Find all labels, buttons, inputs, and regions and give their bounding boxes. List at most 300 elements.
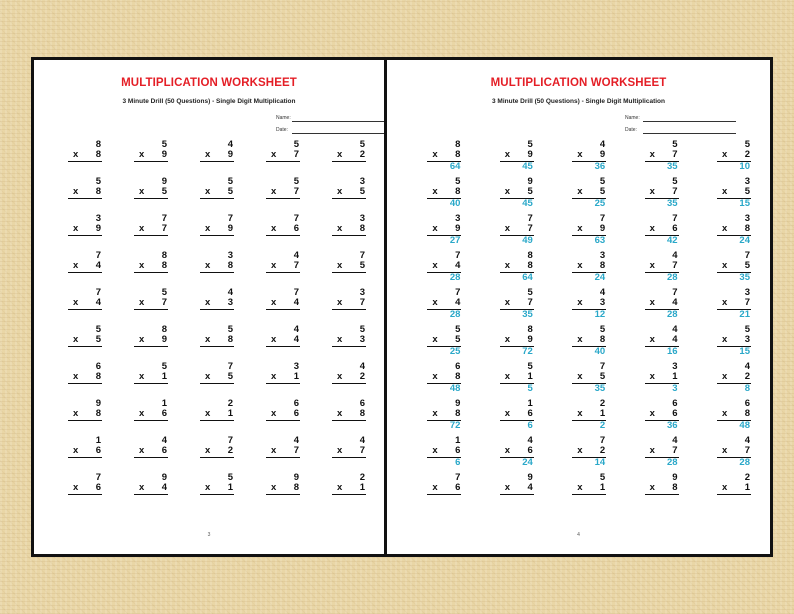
multiplier: 8: [599, 260, 606, 271]
answer: 15: [739, 346, 750, 357]
multiplier-row: [500, 261, 534, 271]
multiplier-row: [200, 298, 234, 308]
multiplier: 4: [293, 297, 299, 308]
answer: 12: [594, 309, 606, 320]
answer-line: [68, 420, 102, 421]
multiplier-row: [266, 261, 300, 271]
answer: 40: [594, 346, 606, 357]
multiplier-row: [68, 409, 102, 419]
multiply-sign: x: [504, 149, 511, 160]
multiplier-row: [500, 483, 534, 493]
answer: 35: [594, 383, 606, 394]
multiplier-row: [332, 372, 366, 382]
multiplicand: 7: [744, 250, 750, 261]
multiplication-problem: [68, 214, 102, 236]
multiplier-row: [332, 187, 366, 197]
date-label: Date:: [625, 127, 637, 133]
worksheet-title: MULTIPLICATION WORKSHEET: [490, 77, 667, 89]
multiplier-row: [645, 372, 679, 382]
multiply-sign: x: [337, 445, 343, 456]
multiplication-problem: [134, 473, 168, 495]
multiplier: 8: [744, 408, 750, 419]
multiplier: 5: [227, 186, 233, 197]
multiplication-problem: [500, 399, 534, 431]
multiplier: 1: [599, 482, 606, 493]
multiplication-problem: [134, 214, 168, 236]
multiplier: 4: [293, 334, 299, 345]
multiplication-problem: [332, 251, 366, 273]
multiplier: 8: [293, 482, 299, 493]
answer: 35: [522, 309, 533, 320]
multiply-sign: x: [271, 408, 277, 419]
multiplier-row: [645, 187, 679, 197]
answer-line: [134, 420, 168, 421]
multiplication-problem: [68, 140, 102, 162]
multiplication-problem: [572, 325, 606, 357]
date-line: [643, 133, 736, 134]
multiplicand: 5: [359, 324, 365, 335]
multiply-sign: x: [577, 371, 583, 382]
answer-line: [134, 161, 168, 162]
multiplier-row: [572, 372, 606, 382]
multiply-sign: x: [271, 297, 277, 308]
multiplier-row: [500, 298, 534, 308]
multiply-sign: x: [504, 186, 511, 197]
multiply-sign: x: [271, 186, 277, 197]
multiplier: 6: [527, 445, 533, 456]
answer: 6: [455, 457, 461, 468]
multiplicand: 8: [161, 250, 167, 261]
problem-cell: [407, 214, 479, 251]
answer-line: [200, 420, 234, 421]
multiplicand: 4: [227, 287, 233, 298]
answer-line: [68, 457, 102, 458]
multiply-sign: x: [649, 482, 655, 493]
multiplicand: 5: [161, 287, 167, 298]
multiplicand: 1: [455, 435, 461, 446]
problem-cell: [407, 251, 479, 288]
problem-cell: [697, 140, 769, 177]
problem-cell: [407, 362, 479, 399]
multiplicand: 7: [599, 435, 606, 446]
answer: 24: [594, 272, 606, 283]
multiplication-problem: [717, 214, 751, 246]
multiplication-problem: [200, 140, 234, 162]
multiplier-row: [500, 224, 534, 234]
multiplication-problem: [68, 325, 102, 347]
problem-cell: [479, 251, 551, 288]
multiplier-row: [200, 409, 234, 419]
problem-cell: [318, 325, 384, 362]
multiplier-row: [572, 446, 606, 456]
answer-line: [266, 161, 300, 162]
multiplier: 5: [95, 334, 101, 345]
answer-line: [134, 457, 168, 458]
multiply-sign: x: [432, 297, 438, 308]
multiplication-problem: [427, 140, 461, 172]
multiplicand: 1: [161, 398, 167, 409]
answer-line: [134, 383, 168, 384]
multiplier-row: [200, 446, 234, 456]
multiply-sign: x: [432, 445, 438, 456]
answer: 35: [667, 161, 678, 172]
answer: 8: [744, 383, 750, 394]
multiplication-problem: [332, 325, 366, 347]
answer: 6: [527, 420, 533, 431]
multiplier: 1: [599, 408, 606, 419]
problem-cell: [120, 399, 186, 436]
problem-cell: [318, 251, 384, 288]
multiplier: 7: [744, 445, 750, 456]
answer-line: [717, 494, 751, 495]
multiplication-problem: [500, 362, 534, 394]
multiplicand: 9: [95, 398, 101, 409]
problem-cell: [479, 436, 551, 473]
multiply-sign: x: [577, 149, 583, 160]
problem-cell: [697, 362, 769, 399]
multiplier-row: [68, 446, 102, 456]
multiply-sign: x: [504, 408, 511, 419]
problem-cell: [120, 325, 186, 362]
multiplier-row: [266, 224, 300, 234]
multiplier: 5: [161, 186, 167, 197]
multiplier: 1: [161, 371, 167, 382]
multiplier-row: [572, 261, 606, 271]
multiplication-problem: [332, 140, 366, 162]
multiplication-problem: [266, 140, 300, 162]
answer: 35: [739, 272, 750, 283]
multiply-sign: x: [205, 186, 211, 197]
problem-cell: [407, 325, 479, 362]
answer: 28: [667, 309, 678, 320]
multiplication-problem: [266, 251, 300, 273]
multiply-sign: x: [271, 223, 277, 234]
multiply-sign: x: [722, 297, 728, 308]
multiplication-problem: [266, 399, 300, 421]
multiplicand: 4: [359, 435, 365, 446]
multiplicand: 5: [599, 472, 606, 483]
problem-cell: [120, 177, 186, 214]
multiplier-row: [134, 335, 168, 345]
multiplication-problem: [200, 399, 234, 421]
multiplicand: 4: [672, 324, 678, 335]
multiplicand: 7: [227, 435, 233, 446]
multiplier-row: [134, 187, 168, 197]
problem-cell: [54, 214, 120, 251]
multiplier: 2: [599, 445, 606, 456]
answer-line: [200, 309, 234, 310]
problem-cell: [479, 362, 551, 399]
multiplier: 4: [527, 482, 533, 493]
multiplier-row: [332, 261, 366, 271]
multiplier-row: [500, 187, 534, 197]
multiplier: 4: [95, 297, 101, 308]
multiplication-problem: [645, 214, 679, 246]
multiply-sign: x: [205, 482, 211, 493]
multiplier-row: [266, 187, 300, 197]
problem-cell: [552, 399, 624, 436]
multiplier-row: [427, 335, 461, 345]
multiplication-problem: [427, 251, 461, 283]
multiplication-problem: [717, 251, 751, 283]
multiply-sign: x: [337, 408, 343, 419]
multiply-sign: x: [504, 297, 511, 308]
multiplier: 7: [293, 186, 299, 197]
multiplier-row: [266, 446, 300, 456]
multiplier: 1: [227, 482, 233, 493]
multiplication-problem: [572, 288, 606, 320]
multiplication-problem: [266, 177, 300, 199]
multiply-sign: x: [577, 223, 583, 234]
answer: 16: [667, 346, 678, 357]
multiplier: 7: [293, 149, 299, 160]
multiplier-row: [266, 150, 300, 160]
problem-cell: [697, 251, 769, 288]
multiplication-problem: [500, 140, 534, 172]
date-line: [292, 133, 387, 134]
answer: 10: [739, 161, 750, 172]
multiply-sign: x: [271, 371, 277, 382]
answer: 40: [449, 198, 461, 209]
problem-cell: [552, 251, 624, 288]
multiply-sign: x: [432, 149, 438, 160]
multiplicand: 1: [527, 398, 533, 409]
multiplier-row: [717, 335, 751, 345]
multiply-sign: x: [432, 482, 438, 493]
multiplier-row: [332, 298, 366, 308]
multiplication-problem: [427, 436, 461, 468]
multiplication-problem: [266, 362, 300, 384]
multiplier-row: [645, 446, 679, 456]
multiplier: 8: [95, 408, 101, 419]
multiply-sign: x: [73, 482, 79, 493]
answer-line: [134, 346, 168, 347]
multiplier-row: [266, 409, 300, 419]
answer-line: [332, 309, 366, 310]
multiplier-row: [427, 446, 461, 456]
page-number: 3: [207, 532, 211, 538]
multiplication-problem: [134, 177, 168, 199]
multiplicand: 5: [95, 176, 101, 187]
multiplication-problem: [427, 362, 461, 394]
multiplier: 4: [672, 334, 678, 345]
problem-cell: [186, 251, 252, 288]
problem-cell: [318, 436, 384, 473]
multiply-sign: x: [73, 223, 79, 234]
multiply-sign: x: [73, 445, 79, 456]
multiplier-row: [68, 150, 102, 160]
multiplier: 7: [672, 445, 678, 456]
problem-cell: [318, 399, 384, 436]
multiplier: 3: [227, 297, 233, 308]
multiplier: 3: [359, 334, 365, 345]
multiplicand: 5: [455, 176, 461, 187]
worksheet-page-left: [31, 57, 387, 557]
multiply-sign: x: [73, 149, 79, 160]
problem-cell: [120, 214, 186, 251]
multiplier-row: [572, 335, 606, 345]
multiplicand: 6: [293, 398, 299, 409]
multiplicand: 4: [672, 435, 678, 446]
problem-cell: [624, 399, 696, 436]
multiplicand: 7: [455, 250, 461, 261]
answer-line: [266, 198, 300, 199]
multiply-sign: x: [432, 260, 438, 271]
answer-line: [266, 420, 300, 421]
problem-cell: [252, 177, 318, 214]
multiplicand: 5: [527, 139, 533, 150]
multiply-sign: x: [337, 186, 343, 197]
multiplier-row: [572, 409, 606, 419]
problem-cell: [252, 214, 318, 251]
multiplication-problem: [134, 325, 168, 347]
multiply-sign: x: [139, 149, 145, 160]
multiply-sign: x: [271, 149, 277, 160]
worksheet-subtitle: 3 Minute Drill (50 Questions) - Single Digit Multiplication: [492, 98, 665, 105]
multiplication-problem: [134, 251, 168, 273]
multiply-sign: x: [432, 408, 438, 419]
multiplication-problem: [134, 140, 168, 162]
multiplication-problem: [200, 473, 234, 495]
multiplier: 8: [95, 186, 101, 197]
multiply-sign: x: [139, 445, 145, 456]
multiply-sign: x: [722, 186, 728, 197]
multiplication-problem: [500, 325, 534, 357]
multiplier: 7: [161, 297, 167, 308]
problem-cell: [552, 362, 624, 399]
multiplication-problem: [332, 362, 366, 384]
problem-cell: [186, 140, 252, 177]
multiplication-problem: [645, 399, 679, 431]
answer-line: [68, 383, 102, 384]
multiplicand: 3: [744, 213, 750, 224]
multiplier: 2: [359, 371, 365, 382]
multiplicand: 2: [227, 398, 233, 409]
problem-cell: [120, 362, 186, 399]
multiplier-row: [717, 372, 751, 382]
problem-cell: [186, 399, 252, 436]
multiplier-row: [134, 446, 168, 456]
answer-line: [200, 198, 234, 199]
answer-line: [332, 235, 366, 236]
problem-cell: [186, 436, 252, 473]
answer-line: [332, 457, 366, 458]
multiplicand: 4: [744, 361, 750, 372]
problem-cell: [697, 399, 769, 436]
multiplier-row: [572, 187, 606, 197]
problem-cell: [252, 399, 318, 436]
multiplication-problem: [572, 362, 606, 394]
multiplication-problem: [332, 473, 366, 495]
multiplication-problem: [572, 436, 606, 468]
multiply-sign: x: [139, 371, 145, 382]
multiplier-row: [572, 483, 606, 493]
multiplicand: 9: [293, 472, 299, 483]
multiplier-row: [68, 298, 102, 308]
multiplication-problem: [427, 288, 461, 320]
answer-line: [200, 383, 234, 384]
multiplier: 1: [359, 482, 365, 493]
multiplicand: 4: [599, 139, 606, 150]
multiply-sign: x: [504, 371, 511, 382]
problem-cell: [120, 288, 186, 325]
multiplicand: 7: [95, 287, 101, 298]
multiply-sign: x: [577, 445, 583, 456]
multiplier: 9: [455, 223, 461, 234]
multiply-sign: x: [504, 223, 511, 234]
multiplicand: 3: [359, 287, 365, 298]
multiplicand: 7: [527, 213, 533, 224]
multiplicand: 2: [599, 398, 606, 409]
multiplicand: 7: [455, 472, 461, 483]
problem-cell: [318, 362, 384, 399]
multiplier-row: [266, 372, 300, 382]
multiplicand: 5: [227, 472, 233, 483]
multiplication-problem: [572, 251, 606, 283]
multiplier-row: [68, 372, 102, 382]
multiplier-row: [645, 409, 679, 419]
multiplication-problem: [134, 399, 168, 421]
problem-cell: [624, 177, 696, 214]
multiplier: 1: [293, 371, 299, 382]
multiplier: 8: [227, 260, 233, 271]
multiply-sign: x: [577, 334, 583, 345]
answer-line: [266, 457, 300, 458]
multiplier-row: [266, 335, 300, 345]
multiply-sign: x: [722, 482, 728, 493]
multiplier: 8: [161, 260, 167, 271]
answer: 36: [594, 161, 606, 172]
multiply-sign: x: [432, 334, 438, 345]
multiplier-row: [68, 483, 102, 493]
problem-cell: [318, 473, 384, 510]
name-line: [643, 121, 736, 122]
answer-line: [68, 272, 102, 273]
multiply-sign: x: [205, 260, 211, 271]
multiplier: 7: [527, 223, 533, 234]
multiplication-problem: [645, 140, 679, 172]
multiply-sign: x: [205, 223, 211, 234]
worksheet-title: MULTIPLICATION WORKSHEET: [121, 77, 297, 89]
multiplication-problem: [645, 473, 679, 495]
problem-cell: [479, 140, 551, 177]
multiplicand: 4: [672, 250, 678, 261]
multiplicand: 8: [455, 139, 461, 150]
answer: 28: [449, 309, 461, 320]
multiply-sign: x: [205, 371, 211, 382]
problem-cell: [697, 436, 769, 473]
answer-line: [266, 383, 300, 384]
multiplier: 7: [293, 445, 299, 456]
multiplicand: 6: [359, 398, 365, 409]
answer: 64: [522, 272, 533, 283]
problem-cell: [54, 473, 120, 510]
answer-line: [134, 272, 168, 273]
multiplication-problem: [500, 436, 534, 468]
multiplication-problem: [572, 473, 606, 495]
problem-cell: [54, 362, 120, 399]
multiplicand: 8: [95, 139, 101, 150]
multiply-sign: x: [504, 445, 511, 456]
multiplication-problem: [427, 214, 461, 246]
multiplicand: 6: [672, 398, 678, 409]
multiplication-problem: [717, 140, 751, 172]
multiplier-row: [572, 224, 606, 234]
multiplier: 8: [455, 408, 461, 419]
multiply-sign: x: [139, 186, 145, 197]
answer-line: [332, 198, 366, 199]
multiplier-row: [332, 335, 366, 345]
